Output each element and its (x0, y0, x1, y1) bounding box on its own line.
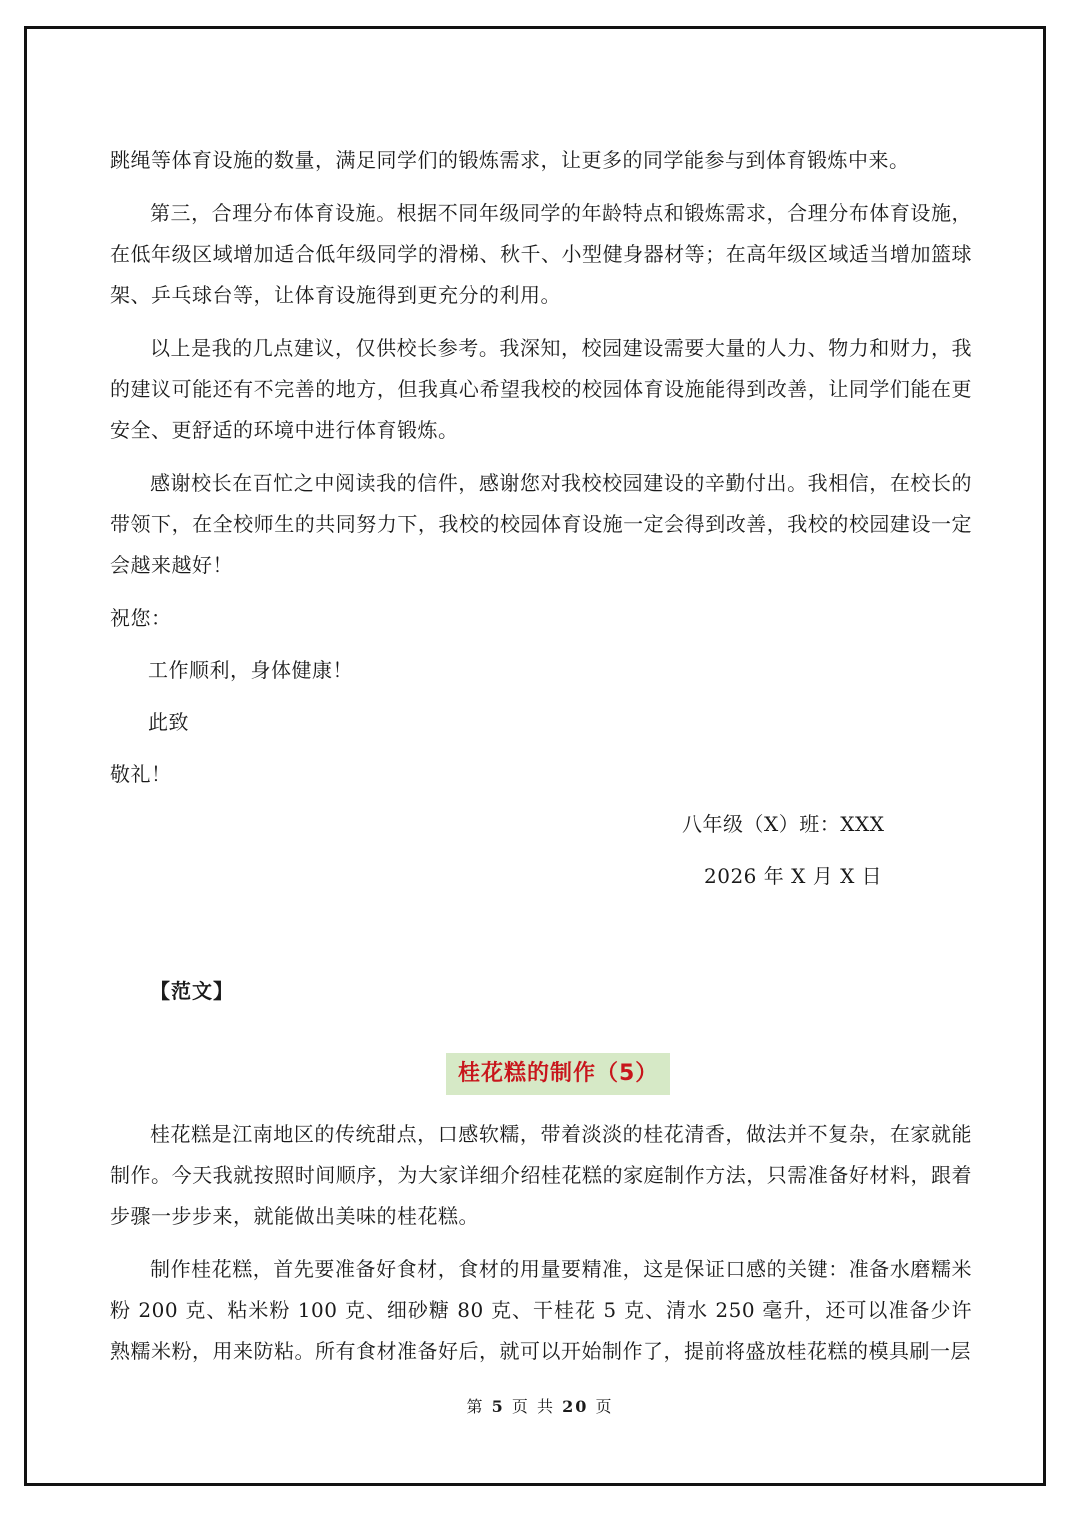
footer-total-pages: 20 (562, 1397, 589, 1416)
letter-date: 2026 年 X 月 X 日 (704, 864, 883, 888)
signature: 八年级（X）班：XXX (682, 812, 885, 836)
page-footer (0, 1394, 1080, 1417)
salutation-1: 此致 (148, 710, 189, 734)
letter-paragraph-2: 第三，合理分布体育设施。根据不同年级同学的年龄特点和锻炼需求，合理分布体育设施，在低年级区域增加适合低年级同学的滑梯、秋千、小型健身器材等；在高年级区域适当增加篮球架、乒乓球台等，让体育设施得到更充分的利用。 (110, 201, 972, 307)
closing-wish: 祝您： (110, 606, 172, 630)
letter-body (110, 140, 972, 806)
letter-paragraph-1: 跳绳等体育设施的数量，满足同学们的锻炼需求，让更多的同学能参与到体育锻炼中来。 (110, 148, 910, 172)
footer-middle: 页 共 (511, 1397, 555, 1416)
letter-paragraph-3: 以上是我的几点建议，仅供校长参考。我深知，校园建设需要大量的人力、物力和财力，我的建议可能还有不完善的地方，但我真心希望我校的校园体育设施能得到改善，让同学们能在更安全、更舒适的环境中进行体育锻炼。 (110, 336, 972, 442)
footer-prefix: 第 (466, 1397, 485, 1416)
letter-paragraph-4: 感谢校长在百忙之中阅读我的信件，感谢您对我校校园建设的辛勤付出。我相信，在校长的带领下，在全校师生的共同努力下，我校的校园体育设施一定会得到改善，我校的校园建设一定会越来越好！ (110, 471, 972, 577)
sample-body (110, 1114, 972, 1384)
footer-page-number: 5 (491, 1397, 505, 1416)
sample-paragraph-1: 桂花糕是江南地区的传统甜点，口感软糯，带着淡淡的桂花清香，做法并不复杂，在家就能制作。今天我就按照时间顺序，为大家详细介绍桂花糕的家庭制作方法，只需准备好材料，跟着步骤一步步来，就能做出美味的桂花糕。 (110, 1122, 972, 1228)
footer-suffix: 页 (595, 1397, 614, 1416)
sample-tag: 【范文】 (150, 979, 234, 1003)
sample-paragraph-2: 制作桂花糕，首先要准备好食材，食材的用量要精准，这是保证口感的关键：准备水磨糯米粉 200 克、粘米粉 100 克、细砂糖 80 克、干桂花 5 克、清水 250 毫升，还可以准备少许熟糯米粉，用来防粘。所有食材准备好后，就可以开始制作了，提前将盛放桂花糕的模具刷一层 (110, 1257, 972, 1363)
sample-title: 桂花糕的制作（5） (446, 1053, 670, 1095)
salutation-2: 敬礼！ (110, 762, 172, 786)
closing-wish-2: 工作顺利，身体健康！ (148, 658, 353, 682)
